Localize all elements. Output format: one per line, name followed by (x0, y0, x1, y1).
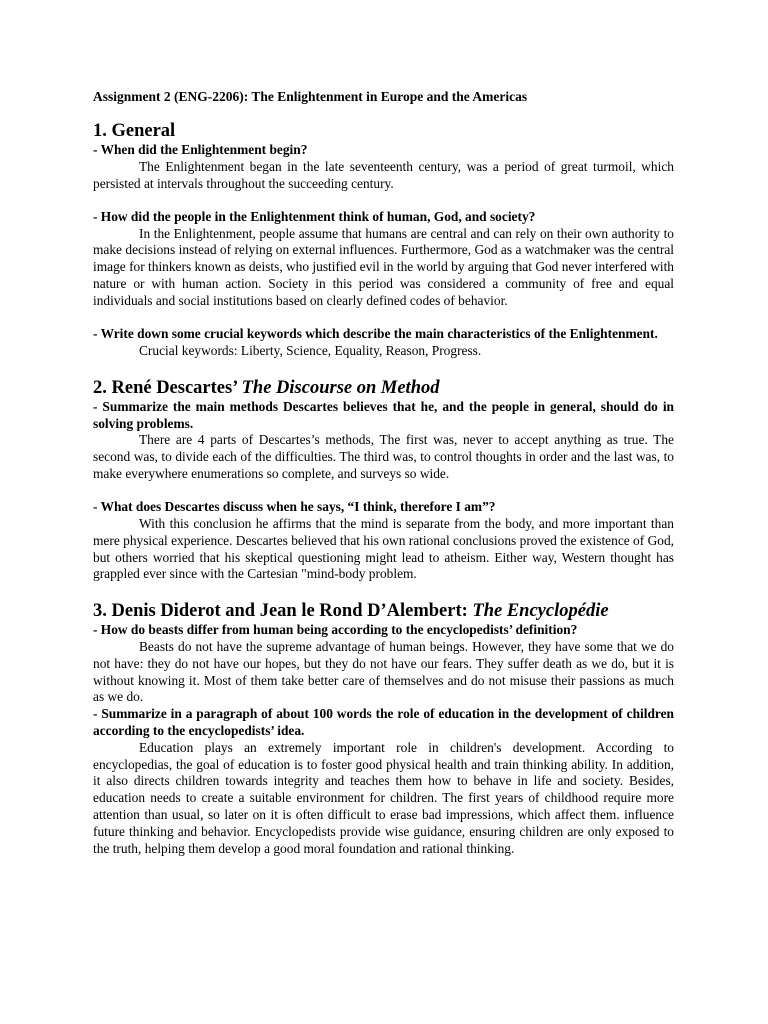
section-1-heading: 1. General (93, 121, 176, 141)
s3-answer-2: Education plays an extremely important role in children's development. According to encyclopedias, the goal of education is to foster good physical health and train thinking ability. In addition, it also directs children towards integrity and teaches them how to behave in life and society. Besides, education needs to create a suitable environment for children. The first years of childhood require more attention than usual, so later on it is often difficult to erase bad impressions, which affect them. influence future thinking and behavior. Encyclopedists provide wise guidance, ensuring children are only exposed to the truth, helping them develop a good moral foundation and rational thinking. (93, 739, 674, 856)
section-3-heading-prefix: 3. Denis Diderot and Jean le Rond D’Alembert: (93, 601, 473, 622)
s3-question-1: - How do beasts differ from human being according to the encyclopedists’ definition? (93, 622, 578, 638)
s1-answer-3: Crucial keywords: Liberty, Science, Equality, Reason, Progress. (139, 342, 482, 358)
s2-answer-2: With this conclusion he affirms that the mind is separate from the body, and more important than mere physical experience. Descartes believed that his own rational conclusions proved the existence of God, but others worried that his skeptical questioning might lead to atheism. Either way, Western thought has grappled ever since with the Cartesian "mind-body problem. (93, 516, 674, 582)
s2-answer-1: There are 4 parts of Descartes’s methods, The first was, never to accept anything as true. The second was, to divide each of the difficulties. The third was, to control thoughts in order and the last was, to make everywhere enumerations so complete, and surveys so wide. (93, 432, 674, 481)
s1-answer-1: The Enlightenment began in the late seventeenth century, was a period of great turmoil, which persisted at intervals throughout the succeeding century. (93, 158, 674, 191)
section-2-heading-prefix: 2. René Descartes’ (93, 377, 242, 398)
s3-question-2: - Summarize in a paragraph of about 100 words the role of education in the development of children according to the encyclopedists’ idea. (93, 706, 674, 739)
s2-question-2: - What does Descartes discuss when he says, “I think, therefore I am”? (93, 499, 496, 515)
s1-question-3: - Write down some crucial keywords which describe the main characteristics of the Enlightenment. (93, 326, 658, 342)
section-2-heading-work-title: The Discourse on Method (241, 377, 440, 398)
section-3-heading-work-title: The Encyclopédie (472, 601, 609, 622)
s2-question-1: - Summarize the main methods Descartes believes that he, and the people in general, should do in solving problems. (93, 398, 674, 431)
section-3-heading (93, 600, 674, 622)
section-2-heading (93, 377, 674, 399)
s1-question-2: - How did the people in the Enlightenment think of human, God, and society? (93, 208, 536, 224)
s1-answer-2: In the Enlightenment, people assume that humans are central and can rely on their own authority to make decisions instead of relying on external influences. Furthermore, God as a watchmaker was the central image for thinkers known as deists, who justified evil in the world by arguing that God never interfered with nature or with human action. Society in this period was considered a community of free and equal individuals and social institutions based on clearly defined codes of behavior. (93, 225, 675, 308)
s3-answer-1: Beasts do not have the supreme advantage of human beings. However, they have some that we do not have: they do not have our hopes, but they do not have our fears. They suffer death as we do, but it is without knowing it. Most of them take better care of themselves and do not misuse their passions as much as we do. (93, 639, 674, 705)
document-title: Assignment 2 (ENG-2206): The Enlightenment in Europe and the Americas (93, 89, 528, 104)
s1-question-1: - When did the Enlightenment begin? (93, 142, 308, 157)
document-page (93, 88, 674, 857)
